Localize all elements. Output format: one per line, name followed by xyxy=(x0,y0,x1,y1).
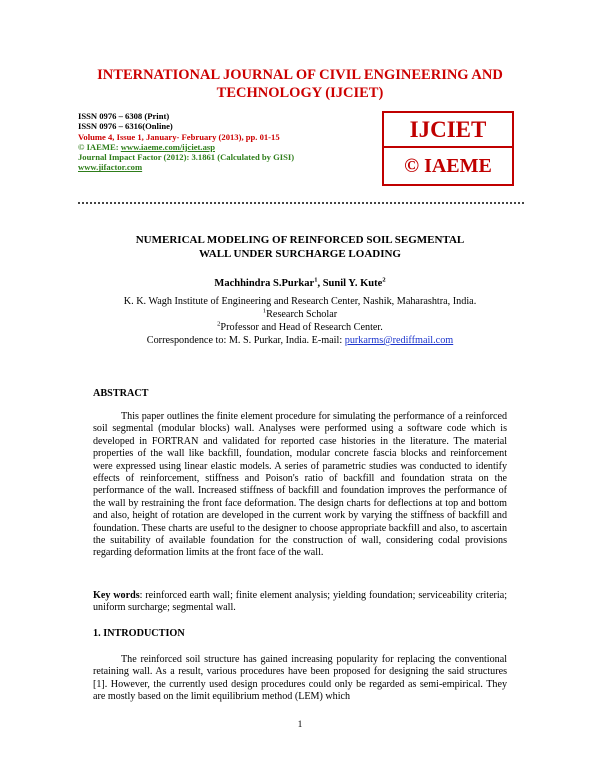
role-2-sup: 2 xyxy=(217,320,221,328)
volume-info: Volume 4, Issue 1, January- February (2013), pp. 01-15 xyxy=(78,131,280,142)
impact-factor: Journal Impact Factor (2012): 3.1861 (Calculated by GISI) xyxy=(78,152,295,163)
role-1-text: Research Scholar xyxy=(266,309,338,320)
institution: K. K. Wagh Institute of Engineering and Research Center, Nashik, Maharashtra, India. xyxy=(123,296,477,307)
affiliations xyxy=(70,295,530,347)
correspondence xyxy=(70,334,530,347)
role-1 xyxy=(70,308,530,321)
abstract-text: This paper outlines the finite element procedure for simulating the performance of a reinforced soil segmental (modular blocks) wall. Analyses were performed using a software code which is developed in FORTRAN and validated for reported case histories in the literature. The material properties of the wall like backfill, foundation, modular concrete fascia blocks and reinforcement were expressed using linear elastic models. A series of parametric studies was conducted to identify effects of reinforcement, stiffness and Poison's ratio of backfill and foundation strata on the performance of the wall. Increased stiffness of backfill and foundation improves the performance of the wall by restraining the front face deformation. The design charts for deflections at top and bottom and also, height of rotation are developed in the current work by varying the stiffness of backfill and foundation. These charts are useful to the designer to choose appropriate backfill and also, to ascertain the suitability of available foundation for the construction of wall, considering codal provisions regarding deformation limits at the front face of the wall. xyxy=(93,411,507,559)
author-separator: , xyxy=(317,278,323,289)
issn-online: ISSN 0976 – 6316(Online) xyxy=(78,121,173,132)
authors xyxy=(80,278,520,289)
ijciet-logo-text: IJCIET xyxy=(409,117,487,142)
paper-title-line-2: WALL UNDER SURCHARGE LOADING xyxy=(198,248,401,260)
iaeme-logo-box xyxy=(382,146,514,186)
jifactor-line xyxy=(78,162,294,172)
introduction-heading: 1. INTRODUCTION xyxy=(93,628,185,639)
keywords xyxy=(93,590,507,615)
iaeme-link[interactable]: www.iaeme.com/ijciet.asp xyxy=(120,141,215,152)
role-2 xyxy=(70,321,530,334)
iaeme-logo-text: © IAEME xyxy=(404,155,492,177)
dotted-divider xyxy=(78,202,524,204)
paper-title xyxy=(80,233,520,261)
abstract-heading: ABSTRACT xyxy=(93,388,149,399)
keywords-label: Key words xyxy=(93,590,140,601)
paper-title-line-1: NUMERICAL MODELING OF REINFORCED SOIL SEGMENTAL xyxy=(135,234,465,246)
introduction-text: The reinforced soil structure has gained increasing popularity for replacing the conventional retaining wall. As a result, various procedures have been proposed for designing the said structures [1]. However, the currently used design procedures could only be regarded as semi-empirical. They are mostly based on the limit equilibrium method (LEM) which xyxy=(93,654,507,703)
keywords-text: : reinforced earth wall; finite element analysis; yielding foundation; serviceability criteria; uniform surcharge; segmental wall. xyxy=(93,590,507,614)
iaeme-line xyxy=(78,142,294,152)
issn-print: ISSN 0976 – 6308 (Print) xyxy=(78,111,170,121)
journal-title: INTERNATIONAL JOURNAL OF CIVIL ENGINEERING AND TECHNOLOGY (IJCIET) xyxy=(97,67,503,101)
journal-meta xyxy=(78,111,294,173)
role-1-sup: 1 xyxy=(262,307,267,315)
role-2-text: Professor and Head of Research Center. xyxy=(220,322,383,333)
author-2-sup: 2 xyxy=(382,276,386,284)
jifactor-link[interactable]: www.jifactor.com xyxy=(78,162,143,173)
correspondence-prefix: Correspondence to: M. S. Purkar, India. E-mail: xyxy=(146,335,345,346)
author-2: Sunil Y. Kute xyxy=(322,278,383,289)
email-link[interactable]: purkarms@rediffmail.com xyxy=(344,335,454,346)
ijciet-logo-box xyxy=(382,111,514,148)
iaeme-prefix: © IAEME: xyxy=(78,141,121,152)
page-number: 1 xyxy=(297,720,303,730)
author-1-sup: 1 xyxy=(314,276,318,284)
author-1: Machhindra S.Purkar xyxy=(214,278,315,289)
